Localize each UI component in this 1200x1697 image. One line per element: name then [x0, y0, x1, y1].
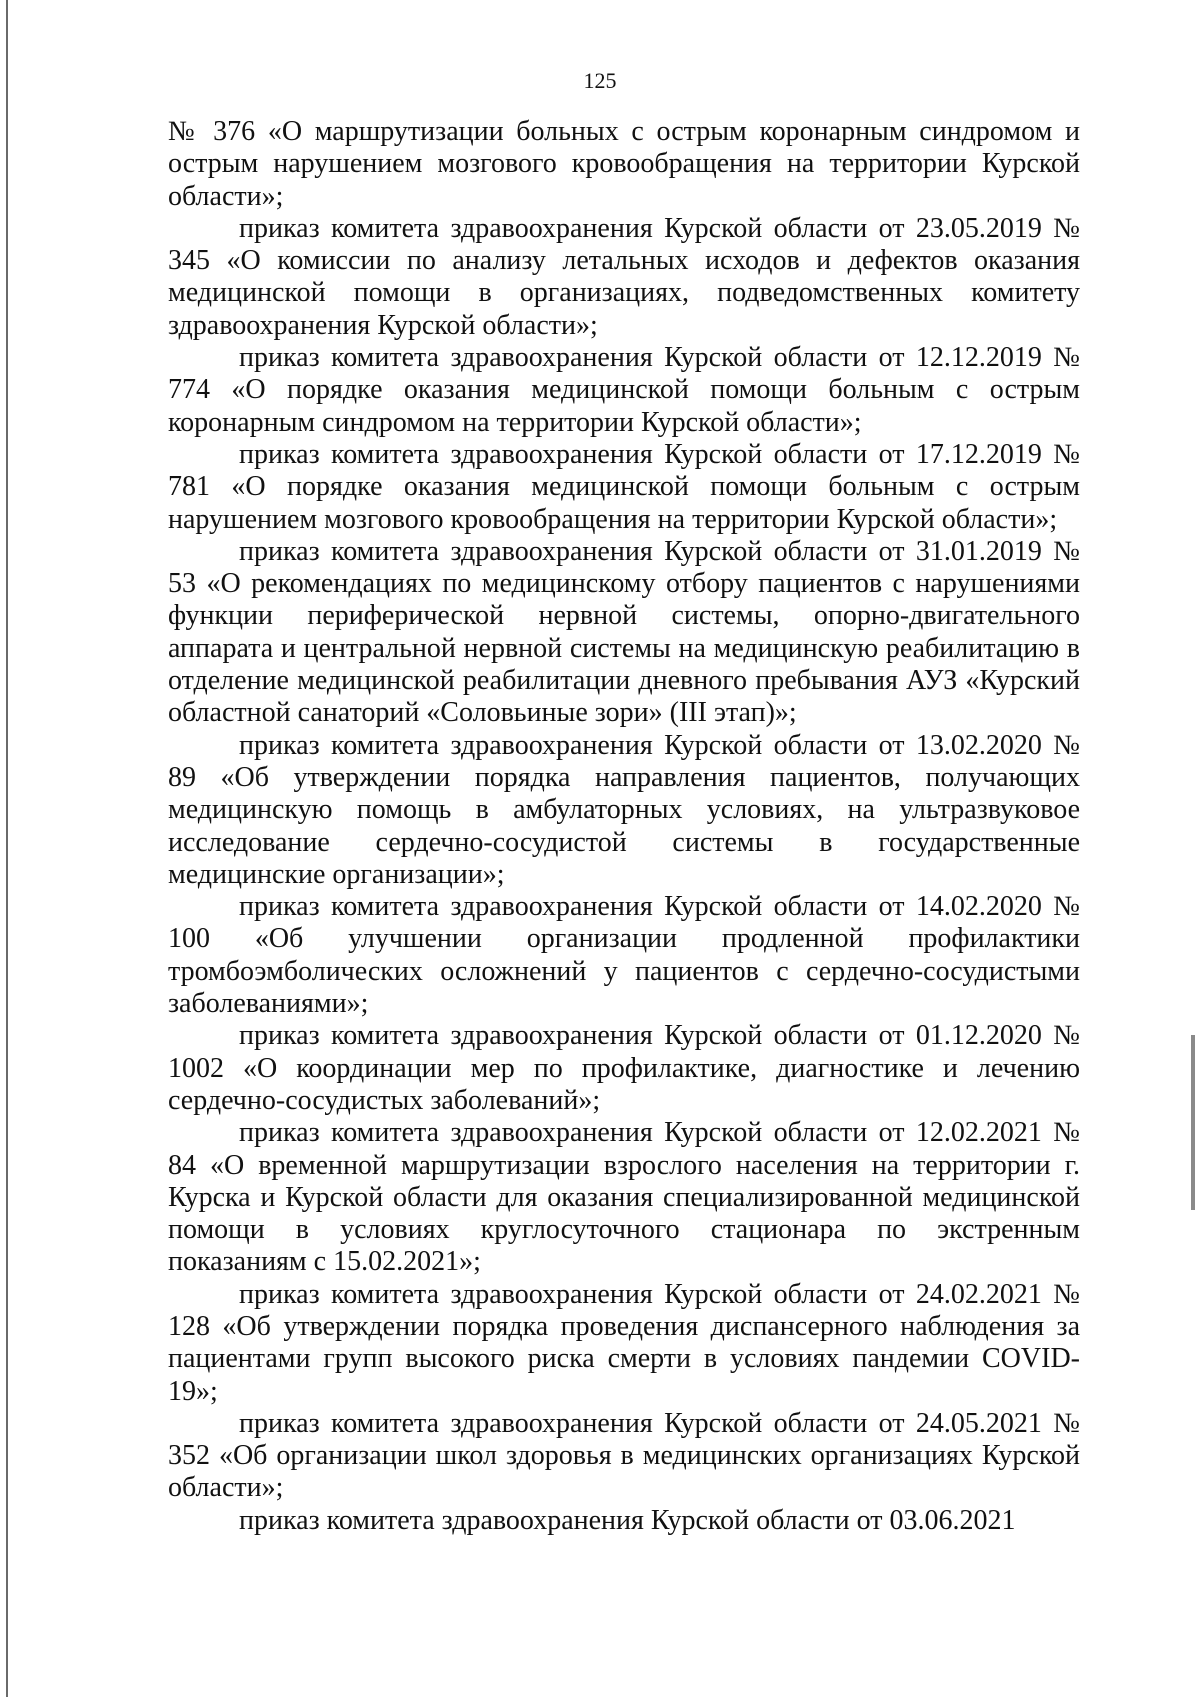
paragraph-order-376: № 376 «О маршрутизации больных с острым коронарным синдромом и острым нарушением мозгового кровообращения на территории Курской области»;: [168, 116, 1080, 212]
paragraph-order-352: приказ комитета здравоохранения Курской области от 24.05.2021 № 352 «Об организации школ здоровья в медицинских организациях Курской области»;: [168, 1407, 1080, 1504]
page-number: 125: [583, 68, 617, 93]
paragraph-order-84: приказ комитета здравоохранения Курской области от 12.02.2021 № 84 «О временной маршрутизации взрослого населения на территории г. Курска и Курской области для оказания специализированной медицинской помощи в условиях круглосуточного стационара по экстренным показаниям с 15.02.2021»;: [168, 1117, 1080, 1278]
paragraph-order-53: приказ комитета здравоохранения Курской области от 31.01.2019 № 53 «О рекомендациях по медицинскому отбору пациентов с нарушениями функции периферической нервной системы, опорно-двигательного аппарата и центральной нервной системы на медицинскую реабилитацию в отделение медицинской реабилитации дневного пребывания АУЗ «Курский областной санаторий «Соловьиные зори» (III этап)»;: [168, 535, 1080, 729]
document-body: [168, 116, 1080, 1537]
paragraph-order-1002: приказ комитета здравоохранения Курской области от 01.12.2020 № 1002 «О координации мер по профилактике, диагностике и лечению сердечно-сосудистых заболеваний»;: [168, 1020, 1080, 1116]
paragraph-order-2021-06-03: приказ комитета здравоохранения Курской области от 03.06.2021: [239, 1504, 1016, 1536]
scan-edge-left: [6, 0, 8, 1697]
paragraph-order-89: приказ комитета здравоохранения Курской области от 13.02.2020 № 89 «Об утверждении порядка направления пациентов, получающих медицинскую помощь в амбулаторных условиях, на ультразвуковое исследование сердечно-сосудистой системы в государственные медицинские организации»;: [168, 729, 1080, 890]
paragraph-order-781: приказ комитета здравоохранения Курской области от 17.12.2019 № 781 «О порядке оказания медицинской помощи больным с острым нарушением мозгового кровообращения на территории Курской области»;: [168, 438, 1080, 535]
paragraph-order-100: приказ комитета здравоохранения Курской области от 14.02.2020 № 100 «Об улучшении организации продленной профилактики тромбоэмболических осложнений у пациентов с сердечно-сосудистыми заболеваниями»;: [168, 891, 1080, 1020]
scan-mark-right: [1191, 1035, 1195, 1210]
paragraph-order-128: приказ комитета здравоохранения Курской области от 24.02.2021 № 128 «Об утверждении порядка проведения диспансерного наблюдения за пациентами групп высокого риска смерти в условиях пандемии COVID-19»;: [168, 1278, 1080, 1407]
paragraph-order-774: приказ комитета здравоохранения Курской области от 12.12.2019 № 774 «О порядке оказания медицинской помощи больным с острым коронарным синдромом на территории Курской области»;: [168, 342, 1080, 438]
paragraph-order-345: приказ комитета здравоохранения Курской области от 23.05.2019 № 345 «О комиссии по анализу летальных исходов и дефектов оказания медицинской помощи в организациях, подведомственных комитету здравоохранения Курской области»;: [168, 212, 1080, 341]
